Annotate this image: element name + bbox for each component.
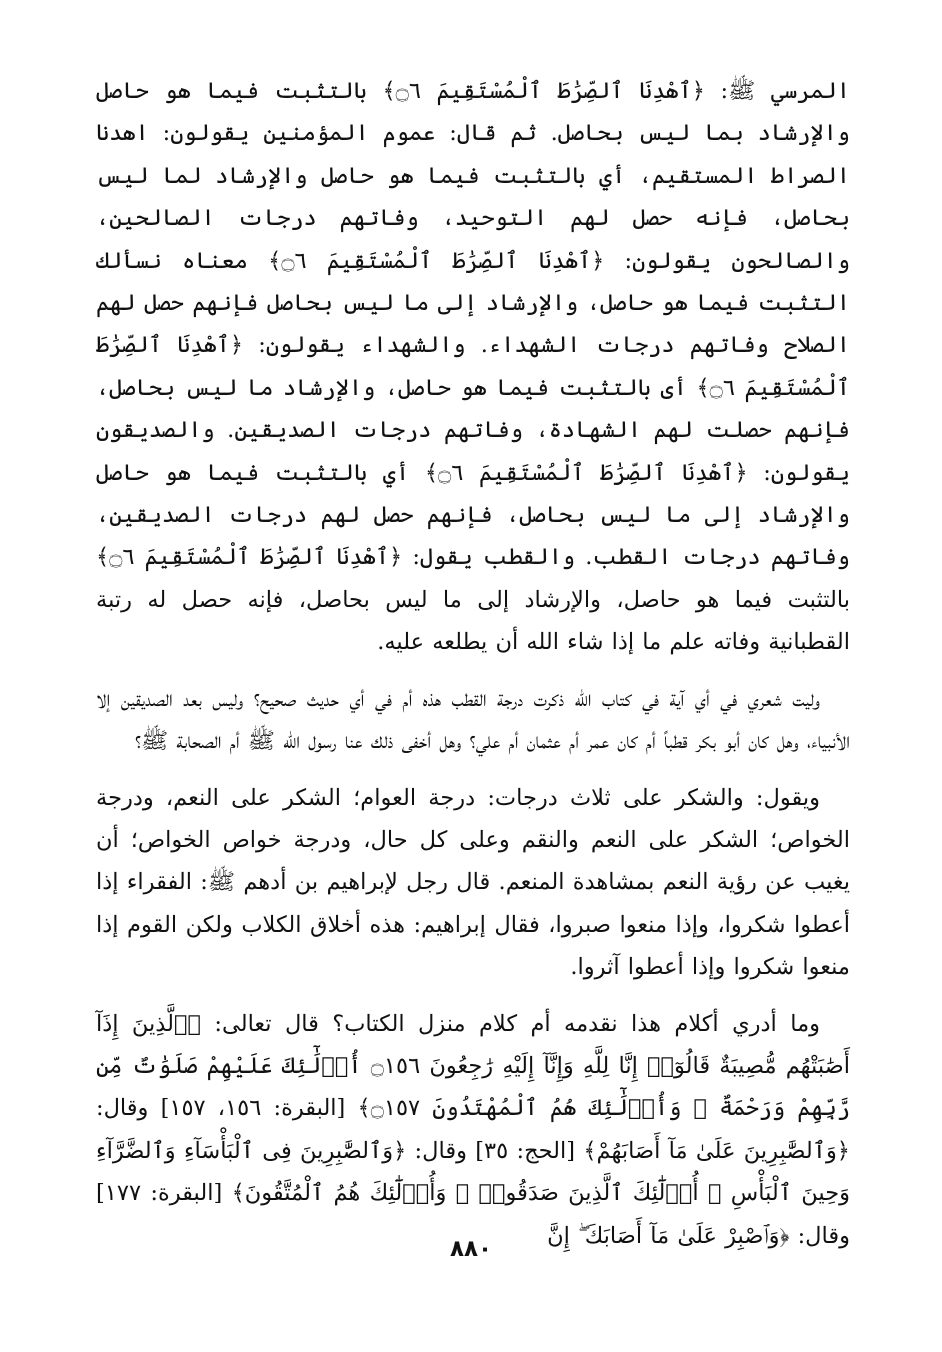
page-body xyxy=(96,70,850,1257)
book-page xyxy=(96,70,850,1292)
page-number: ٨٨٠ xyxy=(449,1236,493,1262)
paragraph-2: وليت شعري في أي آية في كتاب الله ذكرت درجة القطب هذه أم في أي حديث صحيح؟ وليس بعد الصديقين إلا الأنبياء، وهل كان أبو بكر قطباً أم كان عمر أم عثمان أم علي؟ وهل أخفى ذلك عنا رسول الله ﷺ أم الصحابة ﷺ؟ xyxy=(96,685,850,755)
paragraph-1: المرسي ﷺ: ﴿ٱهْدِنَا ٱلصِّرَٰطَ ٱلْمُسْتَقِيمَ ۝٦﴾ بالتثبت فيما هو حاصل والإرشاد بما ليس بحاصل. ثم قال: عموم المؤمنين يقولون: اهدنا الصراط المستقيم، أي بالتثبت فيما هو حاصل والإرشاد لما ليس بحاصل، فإنه حصل لهم التوحيد، وفاتهم درجات الصالحين، والصالحون يقولون: ﴿ٱهْدِنَا ٱلصِّرَٰطَ ٱلْمُسْتَقِيمَ ۝٦﴾ معناه نسألك التثبت فيما هو حاصل، والإرشاد إلى ما ليس بحاصل فإنهم حصل لهم الصلاح وفاتهم درجات الشهداء. والشهداء يقولون: ﴿ٱهْدِنَا ٱلصِّرَٰطَ ٱلْمُسْتَقِيمَ ۝٦﴾ أى بالتثبت فيما هو حاصل، والإرشاد ما ليس بحاصل، فإنهم حصلت لهم الشهادة، وفاتهم درجات الصديقين. والصديقون يقولون: ﴿ٱهْدِنَا ٱلصِّرَٰطَ ٱلْمُسْتَقِيمَ ۝٦﴾ أي بالتثبت فيما هو حاصل والإرشاد إلى ما ليس بحاصل، فإنهم حصل لهم درجات الصديقين، وفاتهم درجات القطب. والقطب يقول: ﴿ٱهْدِنَا ٱلصِّرَٰطَ ٱلْمُسْتَقِيمَ ۝٦﴾ بالتثبت فيما هو حاصل، والإرشاد إلى ما ليس بحاصل، فإنه حصل له رتبة القطبانية وفاته علم ما إذا شاء الله أن يطلعه عليه. xyxy=(96,78,850,656)
paragraph-3: ويقول: والشكر على ثلاث درجات: درجة العوام؛ الشكر على النعم، ودرجة الخواص؛ الشكر على النعم والنقم وعلى كل حال، ودرجة خواص الخواص؛ أن يغيب عن رؤية النعم بمشاهدة المنعم. قال رجل لإبراهيم بن أدهم ﷺ: الفقراء إذا أعطوا شكروا، وإذا منعوا صبروا، فقال إبراهيم: هذه أخلاق الكلاب ولكن القوم إذا منعوا شكروا وإذا أعطوا آثروا. xyxy=(96,784,850,981)
paragraph-4: وما أدري أكلام هذا نقدمه أم كلام منزل الكتاب؟ قال تعالى: ﴿ٱلَّذِينَ إِذَآ أَصَٰبَتْهُم مُّصِيبَةٌ قَالُوٓا۟ إِنَّا لِلَّهِ وَإِنَّآ إِلَيْهِ رَٰجِعُونَ ۝١٥٦ أُو۟لَٰٓئِكَ عَلَيْهِمْ صَلَوَٰتٌ مِّن رَّبِّهِمْ وَرَحْمَةٌ ۖ وَأُو۟لَٰٓئِكَ هُمُ ٱلْمُهْتَدُونَ ۝١٥٧﴾ [البقرة: ١٥٦، ١٥٧] وقال: ﴿وَٱلصَّٰبِرِينَ عَلَىٰ مَآ أَصَابَهُمْ﴾ [الحج: ٣٥] وقال: ﴿وَٱلصَّٰبِرِينَ فِى ٱلْبَأْسَآءِ وَٱلضَّرَّآءِ وَحِينَ ٱلْبَأْسِ ۗ أُو۟لَٰٓئِكَ ٱلَّذِينَ صَدَقُوا۟ ۖ وَأُو۟لَٰٓئِكَ هُمُ ٱلْمُتَّقُونَ﴾ [البقرة: ١٧٧] وقال: ﴿وَٱصْبِرْ عَلَىٰ مَآ أَصَابَكَ ۖ إِنَّ xyxy=(96,1010,851,1249)
